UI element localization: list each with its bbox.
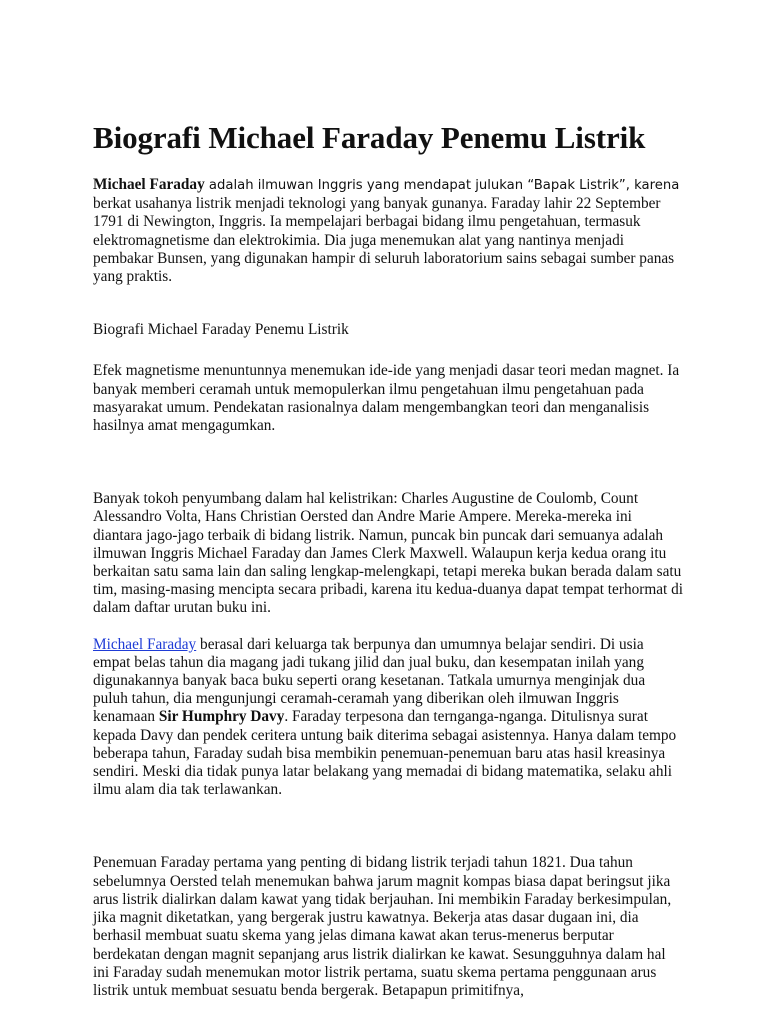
michael-faraday-link[interactable]: Michael Faraday: [93, 635, 197, 653]
paragraph-tokoh: Banyak tokoh penyumbang dalam hal kelistrikan: Charles Augustine de Coulomb, Count Alessandro Volta, Hans Christian Oersted dan Andre Marie Ampere. Mereka-mereka ini diantara jago-jago terbaik di bidang listrik. Namun, puncak bin puncak dari semuanya adalah ilmuwan Inggris Michael Faraday dan James Clerk Maxwell. Walaupun kerja kedua orang itu berkaitan satu sama lain dan saling lengkap-melengkapi, tetapi mereka bukan berada dalam satu tim, masing-masing mencipta secara pribadi, karena itu kedua-duanya dapat tempat terhormat di dalam daftar urutan buku ini.: [93, 490, 683, 617]
paragraph-asal: [93, 636, 683, 800]
intro-paragraph: [93, 176, 683, 286]
document-title: Biografi Michael Faraday Penemu Listrik: [93, 120, 646, 155]
intro-text: berkat usahanya listrik menjadi teknologi yang banyak gunanya. Faraday lahir 22 September 1791 di Newington, Inggris. Ia mempelajari berbagai bidang ilmu pengetahuan, termasuk elektromagnetisme dan elektrokimia. Dia juga menemukan alat yang nantinya menjadi pembakar Bunsen, yang digunakan hampir di seluruh laboratorium sains sebagai sumber panas yang praktis.: [93, 195, 675, 286]
paragraph-asal-text-2: . Faraday terpesona dan ternganga-nganga. Ditulisnya surat kepada Davy dan pendek ceritera untung baik diterima sebagai asistennya. Hanya dalam tempo beberapa tahun, Faraday sudah bisa membikin penemuan-penemuan baru atas hasil kreasinya sendiri. Meski dia tidak punya latar belakang yang memadai di bidang matematika, selaku ahli ilmu alam dia tak terlawankan.: [93, 708, 677, 799]
subtitle: Biografi Michael Faraday Penemu Listrik: [93, 321, 349, 339]
paragraph-penemuan: Penemuan Faraday pertama yang penting di bidang listrik terjadi tahun 1821. Dua tahun sebelumnya Oersted telah menemukan bahwa jarum magnit kompas biasa dapat beringsut jika arus listrik dialirkan dalam kawat yang tidak berjauhan. Ini membikin Faraday berkesimpulan, jika magnit diketatkan, yang bergerak justru kawatnya. Bekerja atas dasar dugaan ini, dia berhasil membuat suatu skema yang jelas dimana kawat akan terus-menerus berputar berdekatan dengan magnit sepanjang arus listrik dialirkan ke kawat. Sesungguhnya dalam hal ini Faraday sudah menemukan motor listrik pertama, suatu skema pertama penggunaan arus listrik untuk membuat sesuatu benda bergerak. Betapapun primitifnya,: [93, 854, 672, 999]
paragraph-magnet: Efek magnetisme menuntunnya menemukan ide-ide yang menjadi dasar teori medan magnet. Ia banyak memberi ceramah untuk memopulerkan ilmu pengetahuan ilmu pengetahuan pada masyarakat umum. Pendekatan rasionalnya dalam mengembangkan teori dan menganalisis hasilnya amat mengagumkan.: [93, 362, 680, 435]
intro-sans-text: adalah ilmuwan Inggris yang mendapat julukan “Bapak Listrik”, karena: [204, 178, 680, 193]
paragraph-asal-text-1: berasal dari keluarga tak berpunya dan umumnya belajar sendiri. Di usia empat belas tahun dia magang jadi tukang jilid dan jual buku, dan kesempatan inilah yang digunakannya banyak baca buku seperti orang kesetanan. Tatkala umurnya menginjak dua puluh tahun, dia mengunjungi ceramah-ceramah yang diberikan oleh ilmuwan Inggris kenamaan: [93, 635, 646, 726]
document-page: [93, 118, 683, 1000]
intro-name: Michael Faraday: [93, 176, 205, 193]
humphry-davy-name: Sir Humphry Davy: [158, 708, 285, 726]
